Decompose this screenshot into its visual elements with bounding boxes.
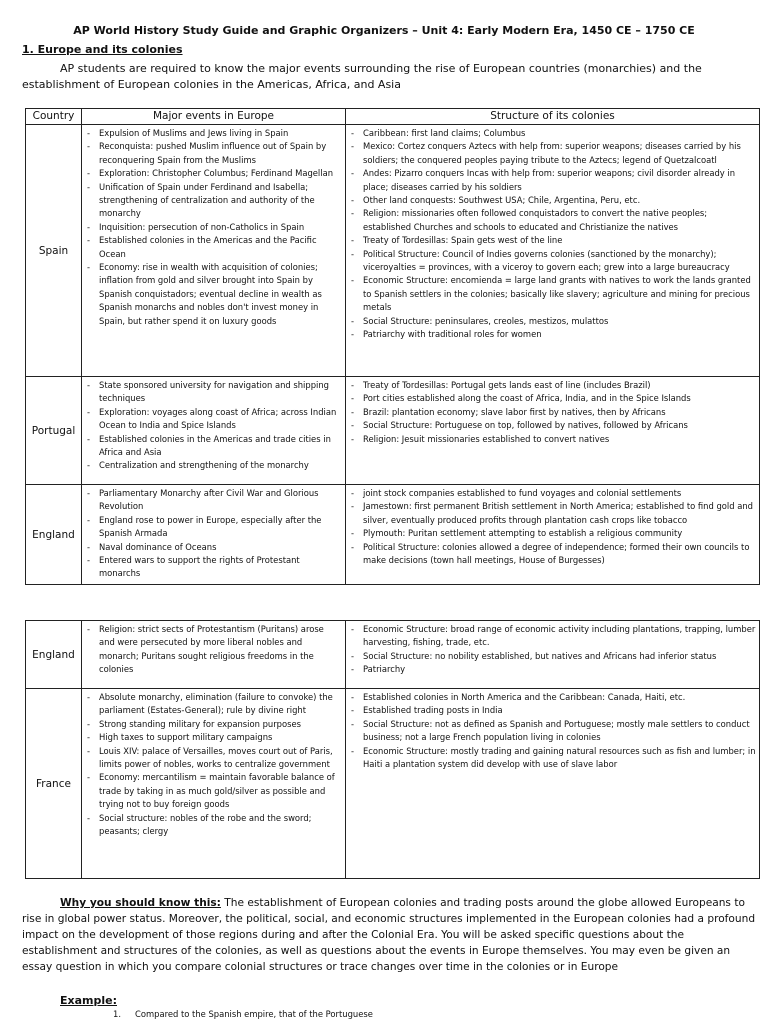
list-item: - Exploration: voyages along coast of Africa; across Indian Ocean to India and Spice Islands bbox=[82, 406, 342, 433]
list-item: - England rose to power in Europe, especially after the Spanish Armada bbox=[82, 514, 342, 541]
list-item: - Expulsion of Muslims and Jews living in Spain bbox=[82, 127, 342, 140]
events-list bbox=[82, 485, 345, 583]
example-item-text: Compared to the Spanish empire, that of the Portuguese bbox=[135, 1009, 373, 1019]
list-item: - Religion: missionaries often followed conquistadors to convert the native peoples; established Churches and schools to educated and Christianize the natives bbox=[346, 207, 756, 234]
list-item: - Inquisition: persecution of non-Catholics in Spain bbox=[82, 221, 342, 234]
list-item: - Established trading posts in India bbox=[346, 704, 756, 717]
colonies-list bbox=[346, 377, 759, 448]
events-cell bbox=[82, 621, 346, 689]
events-list bbox=[82, 377, 345, 475]
list-item: - Exploration: Christopher Columbus; Ferdinand Magellan bbox=[82, 167, 342, 180]
list-item: - Economic Structure: mostly trading and gaining natural resources such as fish and lumber; in Haiti a plantation system did develop with use of slave labor bbox=[346, 745, 756, 772]
table-row bbox=[26, 485, 760, 585]
header-events: Major events in Europe bbox=[82, 109, 346, 125]
list-item: - joint stock companies established to fund voyages and colonial settlements bbox=[346, 487, 756, 500]
header-colonies: Structure of its colonies bbox=[346, 109, 760, 125]
table-row bbox=[26, 377, 760, 485]
page-title: AP World History Study Guide and Graphic Organizers – Unit 4: Early Modern Era, 1450 CE – 1750 CE bbox=[73, 24, 695, 37]
events-list bbox=[82, 621, 345, 679]
list-item: - Naval dominance of Oceans bbox=[82, 541, 342, 554]
list-item: - Jamestown: first permanent British settlement in North America; established to find gold and silver, eventually produced profits through plantation cash crops like tobacco bbox=[346, 500, 756, 527]
list-item: - Parliamentary Monarchy after Civil War and Glorious Revolution bbox=[82, 487, 342, 514]
example-label: Example: bbox=[60, 994, 117, 1007]
table-row bbox=[26, 621, 760, 689]
list-item: - Entered wars to support the rights of Protestant monarchs bbox=[82, 554, 342, 581]
list-item: - Patriarchy with traditional roles for women bbox=[346, 328, 756, 341]
list-item: - Economic Structure: broad range of economic activity including plantations, trapping, lumber harvesting, fishing, trade, etc. bbox=[346, 623, 756, 650]
list-item: - Reconquista: pushed Muslim influence out of Spain by reconquering Spain from the Muslims bbox=[82, 140, 342, 167]
country-cell: Spain bbox=[26, 125, 82, 377]
colonies-list bbox=[346, 621, 759, 679]
events-list bbox=[82, 689, 345, 840]
country-cell: Portugal bbox=[26, 377, 82, 485]
list-item: - Port cities established along the coast of Africa, India, and in the Spice Islands bbox=[346, 392, 756, 405]
list-item: - Social Structure: not as defined as Spanish and Portuguese; mostly male settlers to conduct business; not a large French population living in colonies bbox=[346, 718, 756, 745]
list-item: - Brazil: plantation economy; slave labor first by natives, then by Africans bbox=[346, 406, 756, 419]
list-item: - Caribbean: first land claims; Columbus bbox=[346, 127, 756, 140]
list-item: - Absolute monarchy, elimination (failure to convoke) the parliament (Estates-General); rule by divine right bbox=[82, 691, 342, 718]
events-list bbox=[82, 125, 345, 330]
colonies-cell bbox=[346, 377, 760, 485]
list-item: - Religion: Jesuit missionaries established to convert natives bbox=[346, 433, 756, 446]
list-item: - Established colonies in the Americas and trade cities in Africa and Asia bbox=[82, 433, 342, 460]
country-cell: France bbox=[26, 689, 82, 879]
colonies-cell bbox=[346, 621, 760, 689]
intro-paragraph: AP students are required to know the major events surrounding the rise of European countries (monarchies) and the establishment of European colonies in the Americas, Africa, and Asia bbox=[22, 62, 702, 91]
list-item: - Centralization and strengthening of the monarchy bbox=[82, 459, 342, 472]
list-item: - Religion: strict sects of Protestantism (Puritans) arose and were persecuted by more liberal nobles and monarch; Puritans sought religious freedoms in the colonies bbox=[82, 623, 342, 677]
events-cell bbox=[82, 485, 346, 585]
events-cell bbox=[82, 689, 346, 879]
list-item: - Treaty of Tordesillas: Portugal gets lands east of line (includes Brazil) bbox=[346, 379, 756, 392]
list-item: - Other land conquests: Southwest USA; Chile, Argentina, Peru, etc. bbox=[346, 194, 756, 207]
list-item: - Economic Structure: encomienda = large land grants with natives to work the lands granted to Spanish settlers in the colonies; basically like slavery; agriculture and mining for precious metals bbox=[346, 274, 756, 314]
list-item: - Treaty of Tordesillas: Spain gets west of the line bbox=[346, 234, 756, 247]
events-cell bbox=[82, 125, 346, 377]
list-item: - Economy: mercantilism = maintain favorable balance of trade by taking in as much gold/silver as possible and trying not to buy foreign goods bbox=[82, 771, 342, 811]
section-heading: 1. Europe and its colonies bbox=[22, 43, 183, 56]
colonies-table bbox=[25, 108, 760, 585]
table-row bbox=[26, 125, 760, 377]
header-country: Country bbox=[26, 109, 82, 125]
list-item: - Political Structure: colonies allowed a degree of independence; formed their own councils to make decisions (town hall meetings, House of Burgesses) bbox=[346, 541, 756, 568]
list-item: - Louis XIV: palace of Versailles, moves court out of Paris, limits power of nobles, works to centralize government bbox=[82, 745, 342, 772]
list-item: - Andes: Pizarro conquers Incas with help from: superior weapons; civil disorder already in place; diseases carried by his soldiers bbox=[346, 167, 756, 194]
country-cell: England bbox=[26, 621, 82, 689]
list-item: - Unification of Spain under Ferdinand and Isabella; strengthening of centralization and authority of the monarchy bbox=[82, 181, 342, 221]
list-item: - Plymouth: Puritan settlement attempting to establish a religious community bbox=[346, 527, 756, 540]
list-item: - Mexico: Cortez conquers Aztecs with help from: superior weapons; diseases carried by his soldiers; the conquered peoples paying tribute to the Aztecs; legend of Quetzalcoatl bbox=[346, 140, 756, 167]
colonies-cell bbox=[346, 689, 760, 879]
example-item bbox=[113, 1009, 373, 1019]
colonies-cell bbox=[346, 485, 760, 585]
colonies-list bbox=[346, 485, 759, 569]
country-cell: England bbox=[26, 485, 82, 585]
list-item: - Political Structure: Council of Indies governs colonies (sanctioned by the monarchy); viceroyalties = provinces, with a viceroy to govern each; grew into a large bureaucracy bbox=[346, 248, 756, 275]
list-item: - Economy: rise in wealth with acquisition of colonies; inflation from gold and silver brought into Spain by Spanish conquistadors; eventual decline in wealth as Spanish monarchs and nobles don't invest money in Spain, but rather spend it on luxury goods bbox=[82, 261, 342, 328]
colonies-table-continued bbox=[25, 620, 760, 879]
list-item: - High taxes to support military campaigns bbox=[82, 731, 342, 744]
table-row bbox=[26, 689, 760, 879]
list-item: - Social Structure: peninsulares, creoles, mestizos, mulattos bbox=[346, 315, 756, 328]
list-item: - Social Structure: Portuguese on top, followed by natives, followed by Africans bbox=[346, 419, 756, 432]
why-paragraph bbox=[22, 895, 757, 975]
list-item: - Social structure: nobles of the robe and the sword; peasants; clergy bbox=[82, 812, 342, 839]
events-cell bbox=[82, 377, 346, 485]
list-item: - Social Structure: no nobility established, but natives and Africans had inferior status bbox=[346, 650, 756, 663]
colonies-list bbox=[346, 689, 759, 773]
list-item: - Established colonies in the Americas and the Pacific Ocean bbox=[82, 234, 342, 261]
why-text: The establishment of European colonies and trading posts around the globe allowed Europeans to rise in global power status. Moreover, the political, social, and economic structures implemented in the European colonies had a profound impact on the development of those regions during and after the Colonial Era. You will be asked specific questions about the establishment and structures of the colonies, as well as questions about the events in Europe themselves. You may even be given an essay question in which you compare colonial structures or trace changes over time in the colonies or in Europe bbox=[22, 897, 756, 973]
colonies-cell bbox=[346, 125, 760, 377]
colonies-list bbox=[346, 125, 759, 344]
list-item: - State sponsored university for navigation and shipping techniques bbox=[82, 379, 342, 406]
why-label: Why you should know this: bbox=[60, 897, 221, 909]
example-item-number: 1. bbox=[113, 1009, 121, 1019]
list-item: - Patriarchy bbox=[346, 663, 756, 676]
list-item: - Strong standing military for expansion purposes bbox=[82, 718, 342, 731]
list-item: - Established colonies in North America and the Caribbean: Canada, Haiti, etc. bbox=[346, 691, 756, 704]
